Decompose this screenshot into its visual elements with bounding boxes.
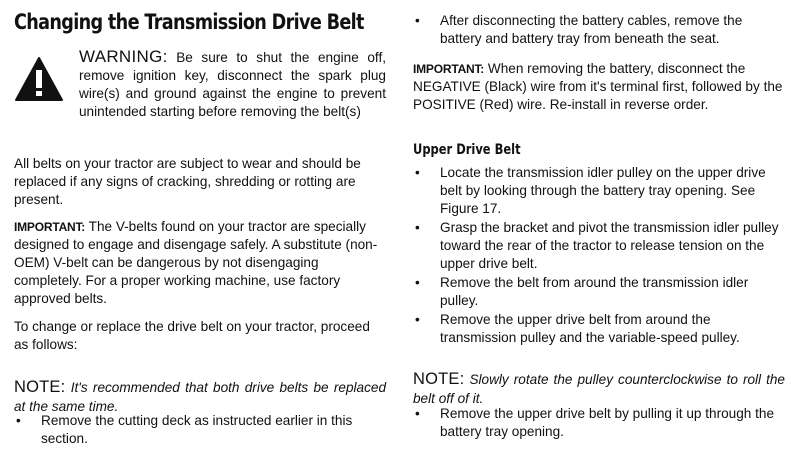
important-paragraph-left: [14, 218, 386, 308]
important-text-right: When removing the battery, disconnect the NEGATIVE (Black) wire from it's terminal first, followed by the POSITIVE (Red) wire. Re-install in reverse order.: [413, 61, 783, 112]
bullet-icon: •: [415, 312, 420, 327]
warning-label: WARNING:: [79, 47, 168, 66]
note-right: [413, 370, 785, 408]
section-subheading: Upper Drive Belt: [413, 142, 521, 158]
warning-text-wrap: [79, 48, 386, 121]
list-item: • Remove the upper drive belt by pulling it up through the battery tray opening.: [415, 406, 775, 439]
belt-wear-paragraph: All belts on your tractor are subject to wear and should be replaced if any signs of cracking, shredding or rotting are present.: [14, 156, 361, 207]
page-title: Changing the Transmission Drive Belt: [14, 10, 364, 34]
proceed-paragraph: To change or replace the drive belt on your tractor, proceed as follows:: [14, 319, 370, 352]
note-label-left: NOTE:: [14, 377, 66, 396]
right-bullet-list-top: [413, 12, 785, 49]
bullet-icon: •: [415, 220, 420, 235]
important-label-left: IMPORTANT:: [14, 220, 86, 234]
list-item: • Remove the belt from around the transmission idler pulley.: [415, 275, 749, 308]
bullet-icon: •: [415, 406, 420, 421]
right-bullet-list-mid: [413, 164, 785, 348]
note-text-left: It's recommended that both drive belts be replaced at the same time.: [14, 379, 386, 414]
note-text-right: Slowly rotate the pulley counterclockwise to roll the belt off of it.: [413, 371, 785, 406]
list-item: • Remove the cutting deck as instructed earlier in this section.: [16, 413, 353, 446]
bullet-icon: •: [415, 165, 420, 180]
list-item: • Locate the transmission idler pulley on the upper drive belt by looking through the battery tray opening. See Figure 17.: [415, 165, 766, 216]
important-label-right: IMPORTANT:: [413, 62, 485, 76]
note-left: [14, 378, 386, 416]
important-paragraph-right: [413, 60, 785, 114]
note-label-right: NOTE:: [413, 369, 465, 388]
warning-text: Be sure to shut the engine off, remove ignition key, disconnect the spark plug wire(s) and ground against the engine to prevent unintended starting before removing the belt(s): [79, 50, 386, 119]
right-bullet-list-bottom: [413, 405, 785, 442]
warning-triangle-icon: [14, 56, 64, 102]
list-item: • Grasp the bracket and pivot the transmission idler pulley toward the rear of the tractor to release tension on the upper drive belt.: [415, 220, 779, 271]
important-text-left: The V-belts found on your tractor are specially designed to engage and disengage safely. A substitute (non-OEM) V-belt can be dangerous by not disengaging completely. For a proper working machine, use factory approved belts.: [14, 219, 378, 306]
bullet-icon: •: [415, 275, 420, 290]
list-item: • After disconnecting the battery cables, remove the battery and battery tray from beneath the seat.: [415, 13, 743, 46]
left-bullet-list: [14, 412, 386, 449]
bullet-icon: •: [415, 13, 420, 28]
bullet-icon: •: [16, 413, 21, 428]
list-item: • Remove the upper drive belt from around the transmission pulley and the variable-speed pulley.: [415, 312, 740, 345]
